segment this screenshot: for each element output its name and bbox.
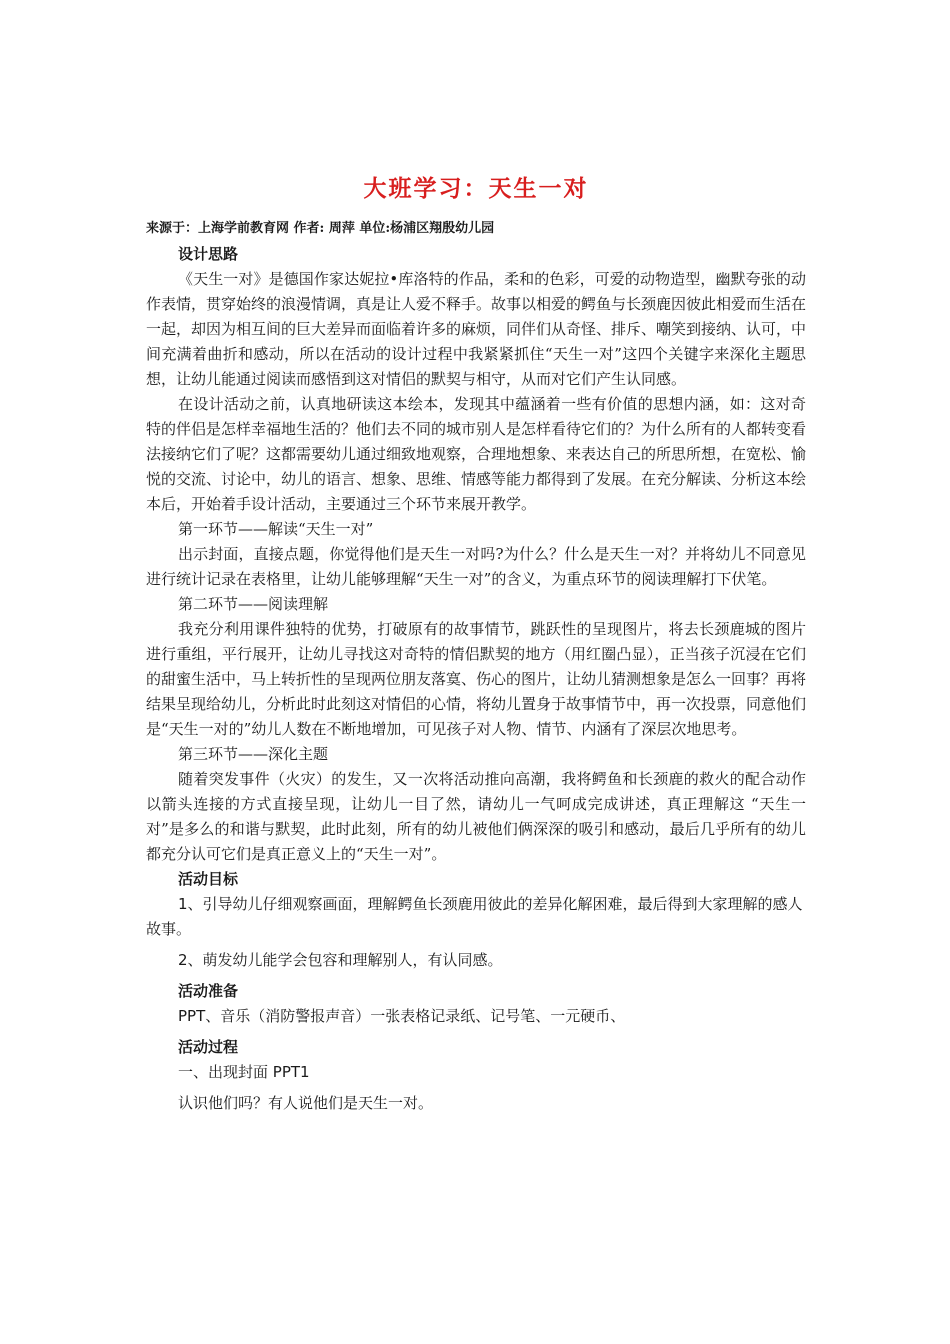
prep-heading: 活动准备 <box>178 982 239 1000</box>
section-3-label: 第三环节——深化主题 <box>178 745 329 763</box>
goal-1: 1、引导幼儿仔细观察画面，理解鳄鱼长颈鹿用彼此的差异化解困难，最后得到大家理解的感人故事。 <box>146 895 803 938</box>
goals-heading: 活动目标 <box>178 870 239 888</box>
design-paragraph-1: 《天生一对》是德国作家达妮拉•库洛特的作品，柔和的色彩，可爱的动物造型，幽默夸张的动作表情，贯穿始终的浪漫情调，真是让人爱不释手。故事以相爱的鳄鱼与长颈鹿因彼此相爱而生活在一起，却因为相互间的巨大差异而面临着许多的麻烦，同伴们从奇怪、排斥、嘲笑到接纳、认可，中间充满着曲折和感动，所以在活动的设计过程中我紧紧抓住“天生一对”这四个关键字来深化主题思想，让幼儿能通过阅读而感悟到这对情侣的默契与相守，从而对它们产生认同感。 <box>146 270 807 388</box>
design-heading: 设计思路 <box>178 245 239 263</box>
source-meta: 来源于：上海学前教育网 作者: 周萍 单位:杨浦区翔殷幼儿园 <box>146 221 495 236</box>
document-page <box>146 172 806 1122</box>
goal-2: 2、萌发幼儿能学会包容和理解别人，有认同感。 <box>178 951 503 969</box>
design-paragraph-2: 在设计活动之前，认真地研读这本绘本，发现其中蕴涵着一些有价值的思想内涵，如：这对奇特的伴侣是怎样幸福地生活的？他们去不同的城市别人是怎样看待它们的？为什么所有的人都转变看法接纳它们了呢？这都需要幼儿通过细致地观察，合理地想象、来表达自己的所思所想，在宽松、愉悦的交流、讨论中，幼儿的语言、想象、思维、情感等能力都得到了发展。在充分解读、分析这本绘本后，开始着手设计活动，主要通过三个环节来展开教学。 <box>146 395 807 513</box>
process-step-1: 一、出现封面 PPT1 <box>178 1063 310 1081</box>
process-heading: 活动过程 <box>178 1038 239 1056</box>
process-step-1-text: 认识他们吗？有人说他们是天生一对。 <box>178 1094 434 1112</box>
page-title: 大班学习：天生一对 <box>363 175 589 202</box>
section-2-text: 我充分利用课件独特的优势，打破原有的故事情节，跳跃性的呈现图片，将去长颈鹿城的图片进行重组，平行展开，让幼儿寻找这对奇特的情侣默契的地方（用红圈凸显），正当孩子沉浸在它们的甜蜜生活中，马上转折性的呈现两位朋友落寞、伤心的图片，让幼儿猜测想象是怎么一回事？再将结果呈现给幼儿，分析此时此刻这对情侣的心情，将幼儿置身于故事情节中，再一次投票，同意他们是“天生一对的”幼儿人数在不断地增加，可见孩子对人物、情节、内涵有了深层次地思考。 <box>146 620 807 738</box>
section-2-label: 第二环节——阅读理解 <box>178 595 329 613</box>
prep-text: PPT、音乐（消防警报声音）一张表格记录纸、记号笔、一元硬币、 <box>178 1007 626 1025</box>
section-1-label: 第一环节——解读“天生一对” <box>178 520 374 538</box>
section-3-text: 随着突发事件（火灾）的发生，又一次将活动推向高潮，我将鳄鱼和长颈鹿的救火的配合动作以箭头连接的方式直接呈现，让幼儿一目了然，请幼儿一气呵成完成讲述，真正理解这 “天生一对”是多么的和谐与默契，此时此刻，所有的幼儿被他们俩深深的吸引和感动，最后几乎所有的幼儿都充分认可它们是真正意义上的“天生一对”。 <box>146 770 806 863</box>
section-1-text: 出示封面，直接点题，你觉得他们是天生一对吗?为什么？什么是天生一对？并将幼儿不同意见进行统计记录在表格里，让幼儿能够理解“天生一对”的含义，为重点环节的阅读理解打下伏笔。 <box>146 545 806 588</box>
